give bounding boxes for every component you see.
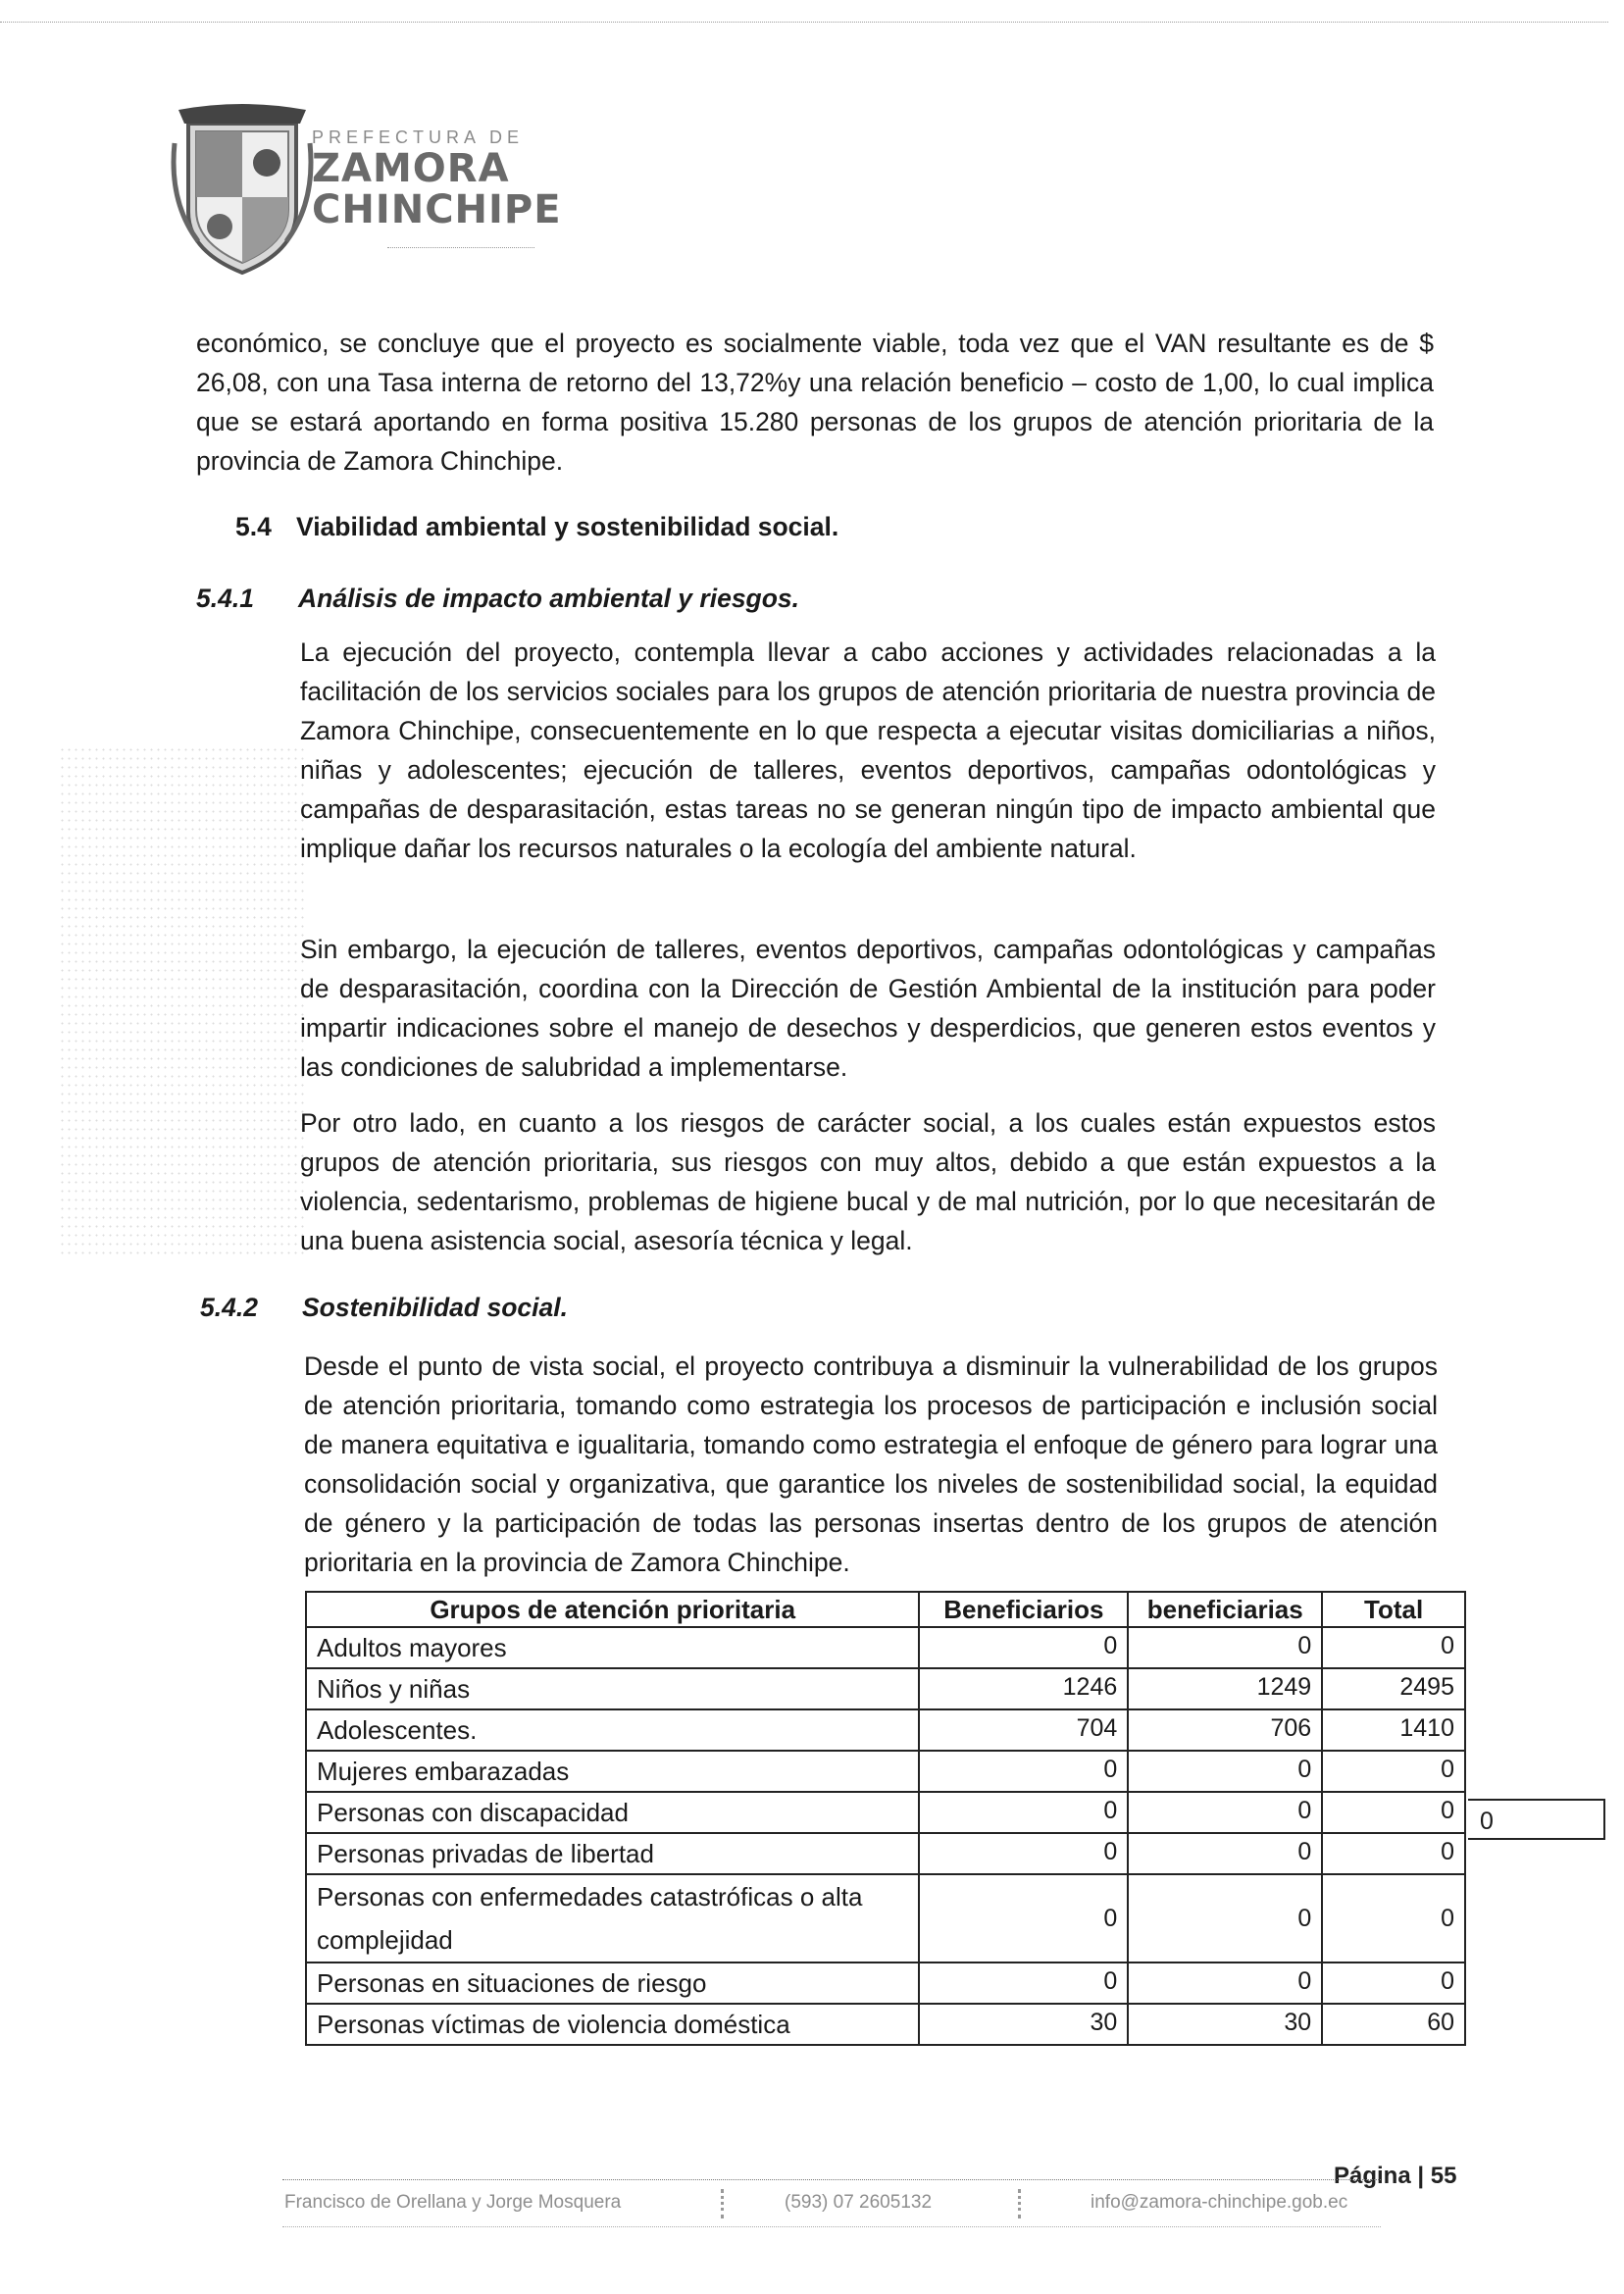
row-beneficiarias: 706 bbox=[1128, 1709, 1322, 1751]
row-beneficiarias: 30 bbox=[1128, 2004, 1322, 2045]
row-total: 0 bbox=[1322, 1751, 1465, 1792]
header-total: Total bbox=[1322, 1592, 1465, 1627]
impact-paragraph-2: Sin embargo, la ejecución de talleres, eventos deportivos, campañas odontológicas y campañas de desparasitación, coordina con la Dirección de Gestión Ambiental de la institución para poder impartir indicaciones sobre el manejo de desechos y desperdicios, que generen estos eventos y las condiciones de salubridad a implementarse. bbox=[300, 935, 1436, 1082]
row-total: 0 bbox=[1322, 1963, 1465, 2004]
page-number: Página | 55 bbox=[1334, 2163, 1457, 2189]
sustainability-paragraph: Desde el punto de vista social, el proyecto contribuya a disminuir la vulnerabilidad de los grupos de atención prioritaria, tomando como estrategia los procesos de participación e inclusión social de manera equitativa e igualitaria, tomando como estrategia el enfoque de género para lograr una consolidación social y organizativa, que garantice los niveles de sostenibilidad social, la equidad de género y la participación de todas las personas insertas dentro de los grupos de atención prioritaria en la provincia de Zamora Chinchipe. bbox=[304, 1351, 1438, 1577]
row-group: Adolescentes. bbox=[306, 1709, 919, 1751]
row-total: 0 bbox=[1322, 1627, 1465, 1668]
scan-top-rule bbox=[0, 22, 1608, 23]
row-total: 0 bbox=[1322, 1833, 1465, 1874]
logo-underline bbox=[387, 247, 534, 248]
section-5-4-2-heading bbox=[200, 1293, 568, 1323]
footer-address: Francisco de Orellana y Jorge Mosquera bbox=[284, 2192, 622, 2213]
section-title: Análisis de impacto ambiental y riesgos. bbox=[298, 584, 800, 613]
table-row bbox=[306, 1963, 1465, 2004]
row-beneficiarias: 0 bbox=[1128, 1963, 1322, 2004]
table-row bbox=[306, 2004, 1465, 2045]
footer-phone: (593) 07 2605132 bbox=[785, 2192, 933, 2213]
row-beneficiarios: 0 bbox=[919, 1833, 1128, 1874]
footer-separator bbox=[1018, 2189, 1021, 2218]
impact-paragraph-3: Por otro lado, en cuanto a los riesgos de carácter social, a los cuales están expuestos estos grupos de atención prioritaria, sus riesgos con muy altos, debido a que están expuestos a la violencia, sedentarismo, problemas de higiene bucal y de mal nutrición, por lo que necesitarán de una buena asistencia social, asesoría técnica y legal. bbox=[300, 1108, 1436, 1255]
table-header-row bbox=[306, 1592, 1465, 1627]
row-beneficiarias: 0 bbox=[1128, 1627, 1322, 1668]
row-beneficiarios: 704 bbox=[919, 1709, 1128, 1751]
logo-name-line1: ZAMORA bbox=[312, 146, 510, 191]
row-group: Adultos mayores bbox=[306, 1627, 919, 1668]
row-group: Personas en situaciones de riesgo bbox=[306, 1963, 919, 2004]
row-total: 2495 bbox=[1322, 1668, 1465, 1709]
row-beneficiarios: 0 bbox=[919, 1792, 1128, 1833]
table-row bbox=[306, 1751, 1465, 1792]
row-beneficiarias: 0 bbox=[1128, 1874, 1322, 1963]
intro-paragraph: económico, se concluye que el proyecto es socialmente viable, toda vez que el VAN resultante es de $ 26,08, con una Tasa interna de retorno del 13,72%y una relación beneficio – costo de 1,00, lo cual implica que se estará aportando en forma positiva 15.280 personas de los grupos de atención prioritaria de la provincia de Zamora Chinchipe. bbox=[196, 329, 1434, 476]
row-beneficiarios: 0 bbox=[919, 1874, 1128, 1963]
row-beneficiarias: 0 bbox=[1128, 1833, 1322, 1874]
row-total: 0 bbox=[1322, 1792, 1465, 1833]
section-5-4-heading bbox=[235, 512, 838, 542]
header-groups: Grupos de atención prioritaria bbox=[306, 1592, 919, 1627]
row-beneficiarias: 0 bbox=[1128, 1751, 1322, 1792]
prefectura-shield-logo bbox=[169, 104, 316, 280]
row-beneficiarios: 0 bbox=[919, 1751, 1128, 1792]
header-beneficiarios: Beneficiarios bbox=[919, 1592, 1128, 1627]
row-beneficiarios: 0 bbox=[919, 1963, 1128, 2004]
stray-table-cell: 0 bbox=[1468, 1799, 1605, 1840]
footer-bottom-rule bbox=[282, 2226, 1381, 2227]
section-number: 5.4 bbox=[235, 512, 272, 541]
row-total: 0 bbox=[1322, 1874, 1465, 1963]
table-row bbox=[306, 1833, 1465, 1874]
section-number: 5.4.1 bbox=[196, 584, 254, 613]
section-number: 5.4.2 bbox=[200, 1293, 258, 1322]
table-row bbox=[306, 1874, 1465, 1963]
logo-name-line2: CHINCHIPE bbox=[312, 187, 562, 232]
footer-email: info@zamora-chinchipe.gob.ec bbox=[1091, 2192, 1348, 2213]
row-group: Niños y niñas bbox=[306, 1668, 919, 1709]
row-group: Personas con enfermedades catastróficas o alta complejidad bbox=[306, 1874, 919, 1963]
table-row bbox=[306, 1709, 1465, 1751]
table-row bbox=[306, 1668, 1465, 1709]
beneficiaries-table bbox=[305, 1591, 1466, 2046]
row-total: 1410 bbox=[1322, 1709, 1465, 1751]
row-group: Personas con discapacidad bbox=[306, 1792, 919, 1833]
row-group: Personas víctimas de violencia doméstica bbox=[306, 2004, 919, 2045]
logo-prefix: PREFECTURA DE bbox=[312, 127, 525, 147]
row-group: Mujeres embarazadas bbox=[306, 1751, 919, 1792]
row-total: 60 bbox=[1322, 2004, 1465, 2045]
footer-separator bbox=[721, 2189, 724, 2218]
section-title: Viabilidad ambiental y sostenibilidad social. bbox=[296, 512, 839, 541]
footer-rule bbox=[282, 2179, 1381, 2180]
row-group: Personas privadas de libertad bbox=[306, 1833, 919, 1874]
row-beneficiarias: 0 bbox=[1128, 1792, 1322, 1833]
section-title: Sostenibilidad social. bbox=[302, 1293, 568, 1322]
row-beneficiarios: 0 bbox=[919, 1627, 1128, 1668]
row-beneficiarias: 1249 bbox=[1128, 1668, 1322, 1709]
row-beneficiarios: 1246 bbox=[919, 1668, 1128, 1709]
table-row bbox=[306, 1792, 1465, 1833]
section-5-4-1-heading bbox=[196, 584, 799, 614]
header-beneficiarias: beneficiarias bbox=[1128, 1592, 1322, 1627]
row-beneficiarios: 30 bbox=[919, 2004, 1128, 2045]
table-row bbox=[306, 1627, 1465, 1668]
logo-wordmark bbox=[312, 127, 562, 230]
scan-noise bbox=[59, 745, 304, 1255]
impact-paragraph-1: La ejecución del proyecto, contempla llevar a cabo acciones y actividades relacionadas a la facilitación de los servicios sociales para los grupos de atención prioritaria de nuestra provincia de Zamora Chinchipe, consecuentemente en lo que respecta a ejecutar visitas domiciliarias a niños, niñas y adolescentes; ejecución de talleres, eventos deportivos, campañas odontológicas y campañas de desparasitación, estas tareas no se generan ningún tipo de impacto ambiental que implique dañar los recursos naturales o la ecología del ambiente natural. bbox=[300, 637, 1436, 863]
